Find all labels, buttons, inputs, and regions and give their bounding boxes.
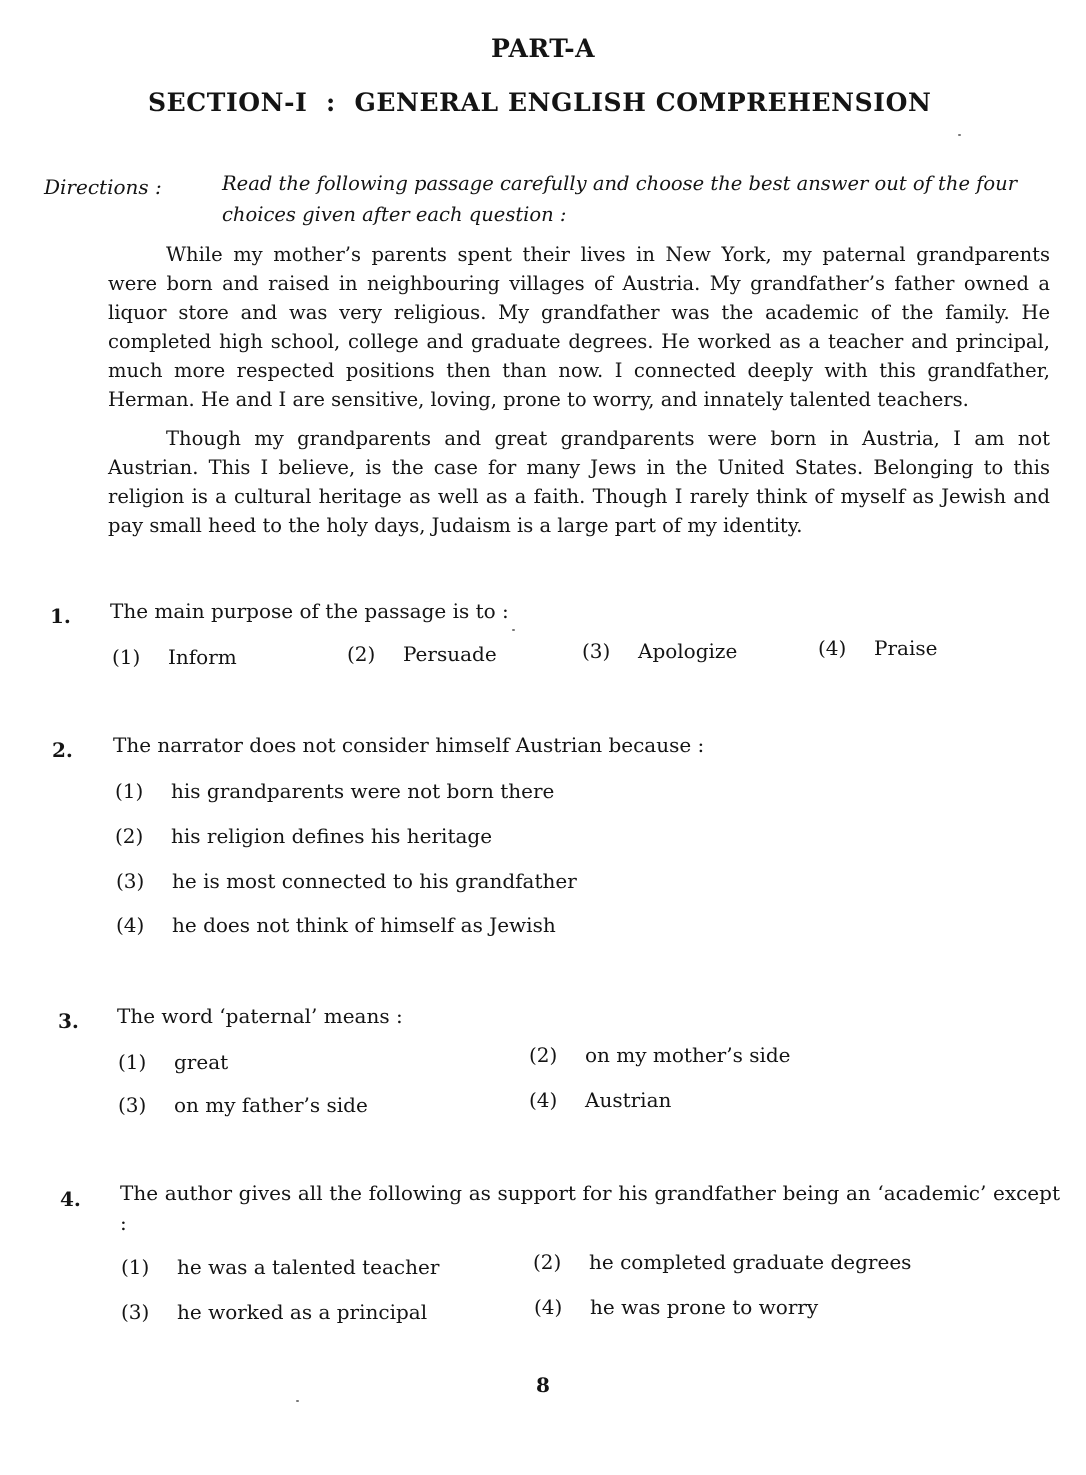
option-number: (1) <box>118 1050 147 1074</box>
option-number: (2) <box>533 1250 562 1274</box>
option-1 <box>112 645 237 669</box>
question-number: 2. <box>52 738 73 762</box>
question-number: 1. <box>50 604 71 628</box>
option-number: (4) <box>529 1088 558 1112</box>
option-1 <box>118 1050 228 1074</box>
option-4 <box>534 1295 818 1319</box>
option-1 <box>115 779 554 803</box>
scan-speck <box>296 1400 299 1402</box>
option-text: he was a talented teacher <box>177 1255 440 1279</box>
option-3 <box>582 639 737 663</box>
passage-paragraph: While my mother’s parents spent their lives in New York, my paternal grandparents were born and raised in neighbouring villages of Austria. My grandfather’s father owned a liquor store and was very religious. My grandfather was the academic of the family. He completed high school, college and graduate degrees. He worked as a teacher and principal, much more respected positions then than now. I connected deeply with this grandfather, Herman. He and I are sensitive, loving, prone to worry, and innately talented teachers. <box>108 243 1050 411</box>
option-number: (3) <box>121 1300 150 1324</box>
option-text: Praise <box>874 636 938 660</box>
directions-label: Directions : <box>44 175 162 199</box>
option-2 <box>529 1043 791 1067</box>
page-number: 8 <box>536 1373 550 1397</box>
option-2 <box>347 642 497 666</box>
option-text: he completed graduate degrees <box>589 1250 912 1274</box>
option-2 <box>533 1250 911 1274</box>
option-text: Inform <box>168 645 237 669</box>
question-text: The narrator does not consider himself Austrian because : <box>113 733 705 757</box>
option-3 <box>121 1300 427 1324</box>
option-text: he is most connected to his grandfather <box>172 869 577 893</box>
option-number: (1) <box>121 1255 150 1279</box>
option-1 <box>121 1255 439 1279</box>
option-number: (4) <box>116 913 145 937</box>
option-number: (2) <box>115 824 144 848</box>
option-text: his grandparents were not born there <box>171 779 555 803</box>
option-number: (2) <box>347 642 376 666</box>
section-title: SECTION-I : GENERAL ENGLISH COMPREHENSION <box>148 88 932 117</box>
option-text: Austrian <box>585 1088 672 1112</box>
scan-speck <box>958 134 961 136</box>
question-text: The main purpose of the passage is to : <box>110 599 509 623</box>
part-title: PART-A <box>491 34 595 63</box>
option-text: he does not think of himself as Jewish <box>172 913 556 937</box>
option-number: (4) <box>818 636 847 660</box>
option-number: (4) <box>534 1295 563 1319</box>
option-number: (3) <box>116 869 145 893</box>
question-text: The word ‘paternal’ means : <box>117 1004 403 1028</box>
scan-speck <box>512 629 515 631</box>
option-number: (2) <box>529 1043 558 1067</box>
option-text: he was prone to worry <box>590 1295 819 1319</box>
question-number: 4. <box>60 1187 81 1211</box>
option-3 <box>116 869 577 893</box>
option-text: on my mother’s side <box>585 1043 791 1067</box>
option-2 <box>115 824 492 848</box>
option-3 <box>118 1093 368 1117</box>
option-text: great <box>174 1050 229 1074</box>
option-text: Apologize <box>638 639 738 663</box>
option-4 <box>529 1088 671 1112</box>
option-number: (1) <box>115 779 144 803</box>
option-text: his religion defines his heritage <box>171 824 493 848</box>
directions-text: Read the following passage carefully and choose the best answer out of the four choices given after each question : <box>222 172 1018 226</box>
option-4 <box>818 636 937 660</box>
passage-paragraph: Though my grandparents and great grandparents were born in Austria, I am not Austrian. This I believe, is the case for many Jews in the United States. Belonging to this religion is a cultural heritage as well as a faith. Though I rarely think of myself as Jewish and pay small heed to the holy days, Judaism is a large part of my identity. <box>108 427 1050 537</box>
option-text: he worked as a principal <box>177 1300 428 1324</box>
option-number: (3) <box>118 1093 147 1117</box>
option-number: (1) <box>112 645 141 669</box>
question-text: The author gives all the following as support for his grandfather being an ‘academic’ except : <box>120 1181 1060 1235</box>
option-text: Persuade <box>403 642 497 666</box>
option-text: on my father’s side <box>174 1093 368 1117</box>
option-number: (3) <box>582 639 611 663</box>
option-4 <box>116 913 556 937</box>
question-number: 3. <box>58 1009 79 1033</box>
